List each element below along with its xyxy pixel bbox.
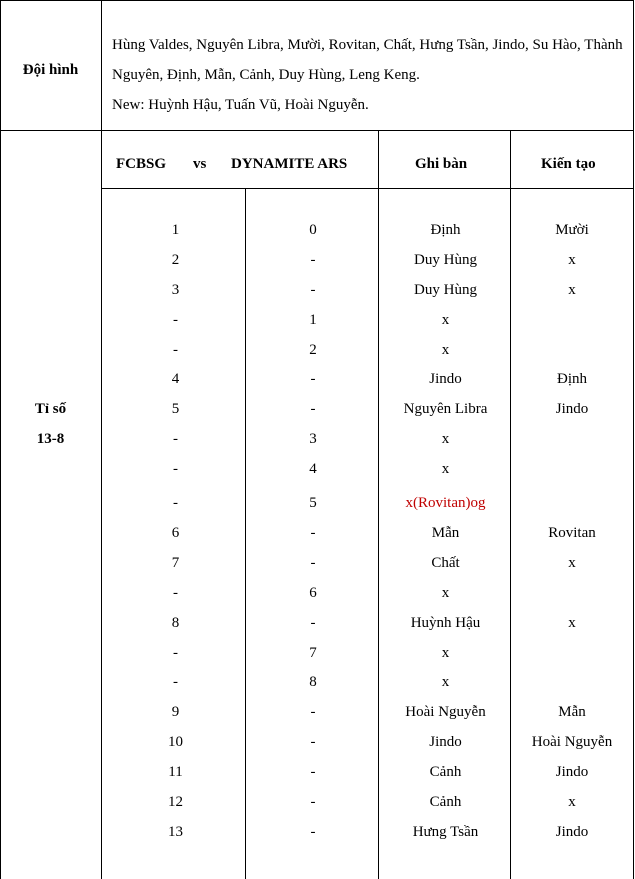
- goal-assist: Định: [557, 371, 587, 387]
- goal-scorer: Jindo: [429, 371, 462, 387]
- goal-away-score: -: [310, 252, 316, 268]
- goal-home-score: 6: [171, 525, 180, 541]
- goal-assist: Rovitan: [548, 525, 596, 541]
- goal-row: [103, 787, 633, 817]
- goal-home-score: 9: [171, 704, 180, 720]
- goal-home-score: -: [173, 645, 178, 661]
- goal-row: [103, 245, 633, 275]
- goal-scorer: Nguyên Libra: [403, 401, 488, 417]
- goal-home-score: 2: [171, 252, 180, 268]
- goal-row: [103, 335, 633, 365]
- goal-assist: [512, 578, 632, 608]
- goal-scorer: Huỳnh Hậu: [410, 615, 481, 631]
- goal-row: [103, 757, 633, 787]
- goal-home-score: 11: [168, 764, 183, 780]
- goal-home-score: 13: [168, 824, 183, 840]
- goal-scorer: Duy Hùng: [414, 252, 477, 268]
- goal-away-score: 6: [309, 585, 317, 601]
- goal-home-score: -: [173, 342, 178, 358]
- goal-away-score: 3: [309, 431, 317, 447]
- goal-row: [103, 454, 633, 484]
- label-column-divider: [101, 0, 102, 879]
- goal-row: [103, 697, 633, 727]
- goal-away-score: 0: [309, 222, 317, 238]
- goal-scorer: x: [441, 312, 450, 328]
- goal-home-score: -: [173, 585, 178, 601]
- goal-away-score: -: [310, 704, 316, 720]
- header-team-home: FCBSG: [116, 156, 167, 172]
- goal-assist: [512, 335, 632, 365]
- goal-row: [103, 667, 633, 697]
- goal-away-score: -: [310, 371, 316, 387]
- goal-away-score: 2: [309, 342, 317, 358]
- goal-assist: [512, 454, 632, 484]
- score-label: Tỉ số: [34, 401, 67, 417]
- goal-away-score: -: [310, 824, 316, 840]
- goal-scorer: Duy Hùng: [414, 282, 477, 298]
- goal-home-score: 1: [171, 222, 180, 238]
- goal-row: [103, 638, 633, 668]
- header-team-away: DYNAMITE ARS: [231, 156, 348, 172]
- goal-assist: x: [568, 252, 576, 268]
- goal-home-score: -: [173, 495, 178, 511]
- header-vs: vs: [193, 156, 207, 172]
- goal-scorer: Định: [430, 222, 461, 238]
- lineup-text: [112, 30, 627, 120]
- goal-row: [103, 215, 633, 245]
- goal-row: [103, 424, 633, 454]
- goal-row: [103, 548, 633, 578]
- goal-row: [103, 518, 633, 548]
- goal-assist: x: [568, 615, 576, 631]
- goal-scorer: x: [441, 585, 450, 601]
- goal-home-score: 4: [171, 371, 180, 387]
- goal-scorer: Jindo: [429, 734, 462, 750]
- goal-row: [103, 275, 633, 305]
- goal-away-score: 7: [309, 645, 317, 661]
- goal-away-score: 1: [309, 312, 317, 328]
- goal-home-score: 5: [171, 401, 180, 417]
- goal-assist: Jindo: [555, 764, 589, 780]
- goal-away-score: 4: [309, 461, 317, 477]
- lineup-new-players: New: Huỳnh Hậu, Tuấn Vũ, Hoài Nguyễn.: [112, 97, 369, 113]
- goal-away-score: -: [310, 555, 316, 571]
- goal-scorer: x: [441, 342, 450, 358]
- lineup-row-divider: [0, 130, 634, 131]
- lineup-label: Đội hình: [22, 62, 79, 78]
- goal-assist: Jindo: [555, 824, 589, 840]
- goal-scorer: x(Rovitan)og: [405, 495, 486, 511]
- goal-home-score: 12: [168, 794, 183, 810]
- goal-assist: Jindo: [555, 401, 589, 417]
- goal-assist: Hoài Nguyễn: [531, 734, 613, 750]
- goal-assist: Mười: [555, 222, 589, 238]
- goal-away-score: 5: [309, 495, 317, 511]
- goal-home-score: 10: [168, 734, 183, 750]
- goal-row: [103, 305, 633, 335]
- header-assist: Kiến tạo: [541, 156, 596, 172]
- goal-row: [103, 488, 633, 518]
- goal-scorer: x: [441, 645, 450, 661]
- goal-assist: [512, 667, 632, 697]
- goal-row: [103, 394, 633, 424]
- goal-scorer: Mẫn: [431, 525, 460, 541]
- goal-away-score: -: [310, 525, 316, 541]
- goal-assist: x: [568, 282, 576, 298]
- table-border-right: [633, 0, 634, 879]
- goal-away-score: -: [310, 734, 316, 750]
- goal-home-score: -: [173, 312, 178, 328]
- goal-row: [103, 608, 633, 638]
- goal-row: [103, 364, 633, 394]
- goal-home-score: 8: [171, 615, 180, 631]
- goal-away-score: -: [310, 764, 316, 780]
- goal-scorer: x: [441, 431, 450, 447]
- goal-row: [103, 727, 633, 757]
- goal-assist: [512, 488, 632, 518]
- goal-assist: [512, 305, 632, 335]
- goal-home-score: 3: [171, 282, 180, 298]
- goal-scorer: Hưng Tsần: [412, 824, 479, 840]
- goal-scorer: Cảnh: [429, 764, 462, 780]
- goal-row: [103, 817, 633, 847]
- goal-home-score: -: [173, 674, 178, 690]
- goal-assist: Mẫn: [558, 704, 586, 720]
- goal-scorer: x: [441, 674, 450, 690]
- goal-home-score: 7: [171, 555, 180, 571]
- goal-home-score: -: [173, 461, 178, 477]
- goal-away-score: -: [310, 401, 316, 417]
- goal-assist: x: [568, 555, 576, 571]
- goal-scorer: Chất: [431, 555, 460, 571]
- goal-assist: x: [568, 794, 576, 810]
- goal-row: [103, 578, 633, 608]
- goal-away-score: -: [310, 794, 316, 810]
- goal-away-score: 8: [309, 674, 317, 690]
- goal-scorer: Hoài Nguyễn: [405, 704, 486, 720]
- header-scorer: Ghi bàn: [415, 156, 468, 172]
- goal-away-score: -: [310, 282, 316, 298]
- goal-scorer: Cảnh: [429, 794, 462, 810]
- goal-home-score: -: [173, 431, 178, 447]
- goal-scorer: x: [441, 461, 450, 477]
- goal-assist: [512, 424, 632, 454]
- header-row-divider: [101, 188, 634, 189]
- goal-away-score: -: [310, 615, 316, 631]
- score-value: 13-8: [36, 431, 65, 447]
- lineup-players: Hùng Valdes, Nguyên Libra, Mười, Rovitan, Chất, Hưng Tsần, Jindo, Su Hào, Thành Nguyên, Định, Mẫn, Cảnh, Duy Hùng, Leng Keng.: [112, 37, 623, 83]
- goal-assist: [512, 638, 632, 668]
